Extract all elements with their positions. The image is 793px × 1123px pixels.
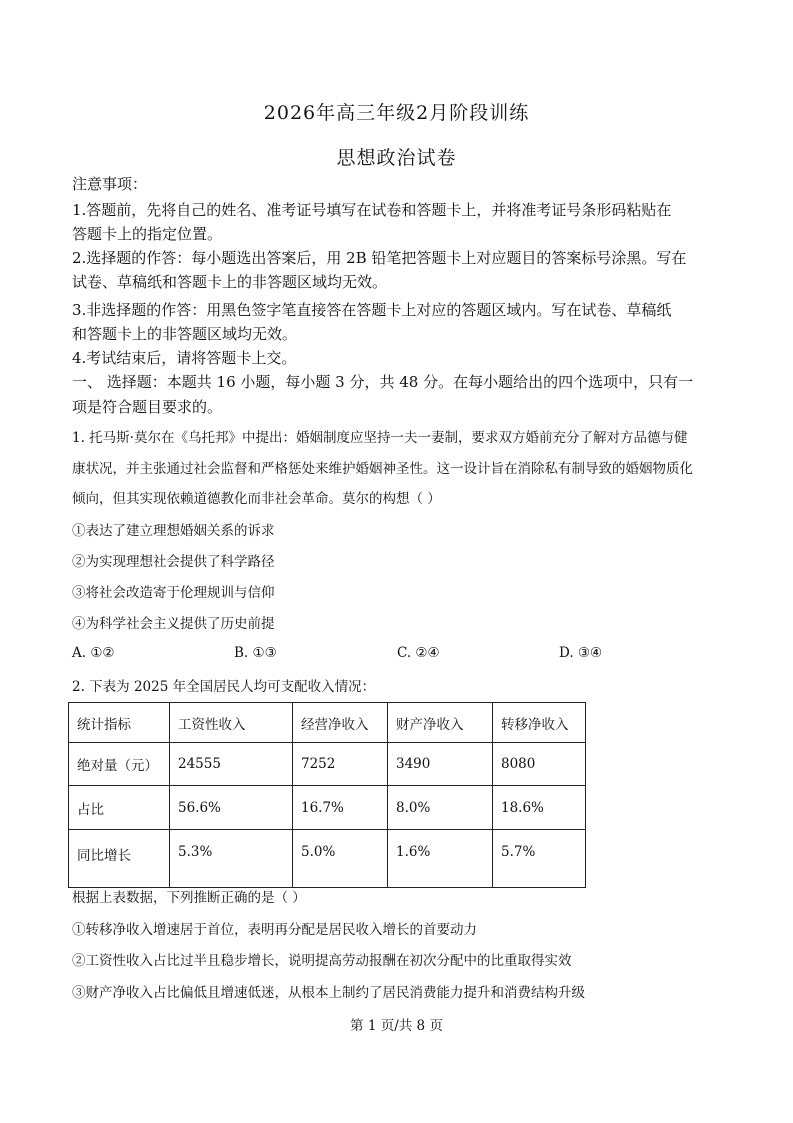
notice-line: 答题卡上的指定位置。	[72, 225, 223, 243]
table-header-cell: 转移净收入	[493, 703, 586, 743]
table-cell: 16.7%	[293, 786, 388, 830]
notice-line: 1.答题前，先将自己的姓名、准考证号填写在试卷和答题卡上，并将准考证号条形码粘贴在	[72, 201, 672, 219]
table-cell: 5.0%	[293, 830, 388, 888]
table-cell: 7252	[293, 743, 388, 786]
table-header-cell: 工资性收入	[170, 703, 293, 743]
q1-stem: 1. 托马斯·莫尔在《乌托邦》中提出：婚姻制度应坚持一夫一妻制，要求双方婚前充分了解对方品德与健	[72, 430, 688, 446]
q2-statement: ②工资性收入占比过半且稳步增长，说明提高劳动报酬在初次分配中的比重取得实效	[72, 953, 572, 969]
table-header-cell: 财产净收入	[388, 703, 493, 743]
q2-statement: ①转移净收入增速居于首位，表明再分配是居民收入增长的首要动力	[72, 922, 477, 938]
exam-title: 2026年高三年级2月阶段训练	[263, 102, 530, 124]
q2-statement: ③财产净收入占比偏低且增速低迷，从根本上制约了居民消费能力提升和消费结构升级	[72, 985, 585, 1001]
q1-statement: ①表达了建立理想婚姻关系的诉求	[72, 523, 275, 539]
q2-question: 根据上表数据，下列推断正确的是（ ）	[72, 890, 306, 906]
page-number: 第 1 页/共 8 页	[350, 1018, 443, 1034]
table-cell: 8080	[493, 743, 586, 786]
table-cell: 18.6%	[493, 786, 586, 830]
table-cell: 1.6%	[388, 830, 493, 888]
income-table	[68, 702, 586, 888]
q1-option-b: B. ①③	[234, 645, 277, 661]
table-cell: 5.3%	[170, 830, 293, 888]
table-cell: 8.0%	[388, 786, 493, 830]
table-cell: 绝对量（元）	[69, 743, 170, 786]
q1-option-d: D. ③④	[559, 645, 603, 661]
table-cell: 5.7%	[493, 830, 586, 888]
table-cell: 3490	[388, 743, 493, 786]
table-cell: 占比	[69, 786, 170, 830]
q1-statement: ④为科学社会主义提供了历史前提	[72, 616, 275, 632]
q1-option-a: A. ①②	[72, 645, 115, 661]
notice-line: 2.选择题的作答：每小题选出答案后，用 2B 铅笔把答题卡上对应题目的答案标号涂黑。写在	[72, 249, 687, 267]
q1-statement: ③将社会改造寄于伦理规训与信仰	[72, 585, 275, 601]
table-header-cell: 统计指标	[69, 703, 170, 743]
section-heading: 项是符合题目要求的。	[72, 398, 223, 416]
table-cell: 同比增长	[69, 830, 170, 888]
q1-option-c: C. ②④	[397, 645, 440, 661]
table-header-row	[69, 703, 586, 743]
notice-line: 4.考试结束后，请将答题卡上交。	[72, 349, 297, 367]
q1-stem: 康状况，并主张通过社会监督和严格惩处来维护婚姻神圣性。这一设计旨在消除私有制导致的婚姻物质化	[72, 461, 693, 477]
table-cell: 24555	[170, 743, 293, 786]
notice-line: 3.非选择题的作答：用黑色签字笔直接答在答题卡上对应的答题区域内。写在试卷、草稿纸	[72, 301, 672, 319]
q1-stem: 倾向，但其实现依赖道德教化而非社会革命。莫尔的构想（ ）	[72, 491, 441, 507]
table-cell: 56.6%	[170, 786, 293, 830]
table-row	[69, 743, 586, 786]
q2-stem: 2. 下表为 2025 年全国居民人均可支配收入情况：	[72, 679, 376, 695]
section-heading: 一、 选择题：本题共 16 小题，每小题 3 分，共 48 分。在每小题给出的四个选项中，只有一	[72, 373, 694, 391]
table-row	[69, 786, 586, 830]
q1-statement: ②为实现理想社会提供了科学路径	[72, 554, 275, 570]
notice-heading: 注意事项：	[72, 175, 148, 193]
table-header-cell: 经营净收入	[293, 703, 388, 743]
table-row	[69, 830, 586, 888]
notice-line: 试卷、草稿纸和答题卡上的非答题区域均无效。	[72, 273, 388, 291]
exam-subtitle: 思想政治试卷	[336, 147, 457, 169]
notice-line: 和答题卡上的非答题区域均无效。	[72, 325, 298, 343]
